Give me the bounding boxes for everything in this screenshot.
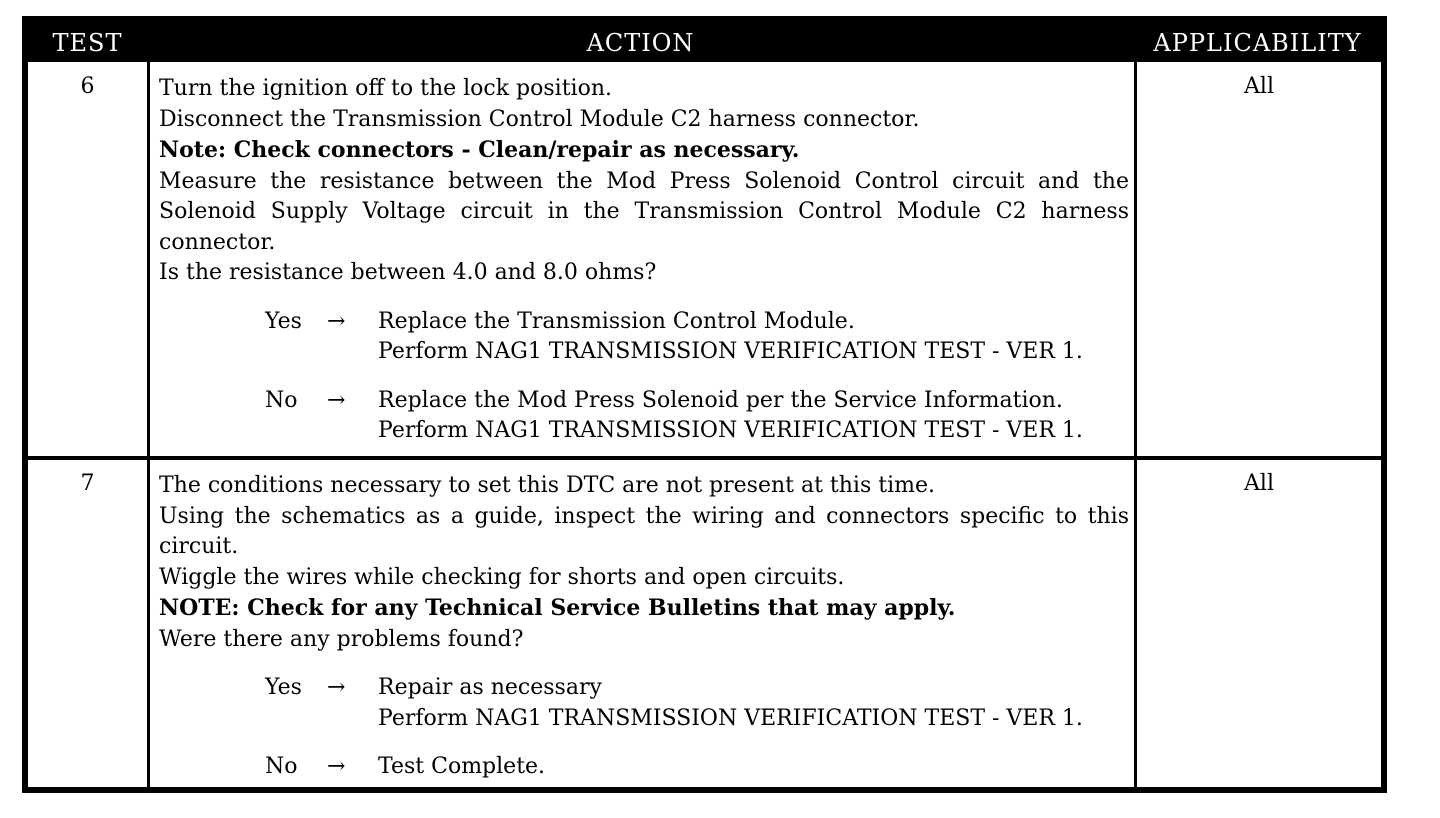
yes-label: Yes bbox=[265, 308, 302, 334]
applicability-value: All bbox=[1244, 74, 1274, 99]
outcome-line: Replace the Mod Press Solenoid per the Service Information. bbox=[378, 387, 1063, 413]
applicability-value: All bbox=[1244, 471, 1274, 496]
outcome-line: Repair as necessary bbox=[378, 675, 602, 700]
action-note: NOTE: Check for any Technical Service Bulletins that may apply. bbox=[159, 595, 956, 621]
outcome-line: Perform NAG1 TRANSMISSION VERIFICATION TEST - VER 1. bbox=[378, 705, 1083, 731]
arrow-right-icon: → bbox=[327, 308, 346, 334]
header-applicability: APPLICABILITY bbox=[1153, 29, 1362, 57]
yes-outcome bbox=[159, 307, 1129, 368]
header-test: TEST bbox=[52, 29, 123, 57]
column-divider bbox=[1134, 62, 1137, 793]
action-step: Disconnect the Transmission Control Module C2 harness connector. bbox=[159, 106, 920, 132]
row-divider bbox=[28, 456, 1381, 460]
outcome-line: Perform NAG1 TRANSMISSION VERIFICATION TEST - VER 1. bbox=[378, 418, 1083, 443]
no-outcome bbox=[159, 752, 1129, 783]
arrow-right-icon: → bbox=[327, 387, 346, 413]
table-row bbox=[159, 471, 1129, 783]
action-step: Wiggle the wires while checking for shorts and open circuits. bbox=[159, 564, 845, 590]
action-step: Using the schematics as a guide, inspect the wiring and connectors specific to this circuit. bbox=[159, 503, 1129, 559]
action-question: Were there any problems found? bbox=[159, 626, 524, 652]
no-label: No bbox=[265, 387, 298, 413]
action-question: Is the resistance between 4.0 and 8.0 ohms? bbox=[159, 260, 657, 285]
outcome-line: Replace the Transmission Control Module. bbox=[378, 308, 855, 334]
yes-outcome bbox=[159, 673, 1129, 734]
arrow-right-icon: → bbox=[327, 675, 346, 700]
test-number: 7 bbox=[80, 471, 95, 496]
diagnostic-table bbox=[22, 16, 1387, 793]
header-action: ACTION bbox=[586, 29, 695, 57]
table-row bbox=[159, 74, 1129, 447]
action-step: The conditions necessary to set this DTC are not present at this time. bbox=[159, 473, 935, 498]
table-header bbox=[28, 22, 1381, 62]
column-divider bbox=[147, 62, 150, 793]
test-number: 6 bbox=[80, 74, 95, 99]
outcome-line: Test Complete. bbox=[378, 754, 546, 779]
outcome-line: Perform NAG1 TRANSMISSION VERIFICATION TEST - VER 1. bbox=[378, 339, 1083, 364]
no-label: No bbox=[265, 754, 298, 779]
yes-label: Yes bbox=[265, 675, 302, 700]
action-step: Turn the ignition off to the lock position. bbox=[159, 76, 612, 101]
no-outcome bbox=[159, 386, 1129, 447]
arrow-right-icon: → bbox=[327, 754, 346, 779]
action-note: Note: Check connectors - Clean/repair as necessary. bbox=[159, 137, 800, 163]
action-step: Measure the resistance between the Mod Press Solenoid Control circuit and the Solenoid Supply Voltage circuit in the Transmission Control Module C2 harness connector. bbox=[159, 168, 1129, 255]
